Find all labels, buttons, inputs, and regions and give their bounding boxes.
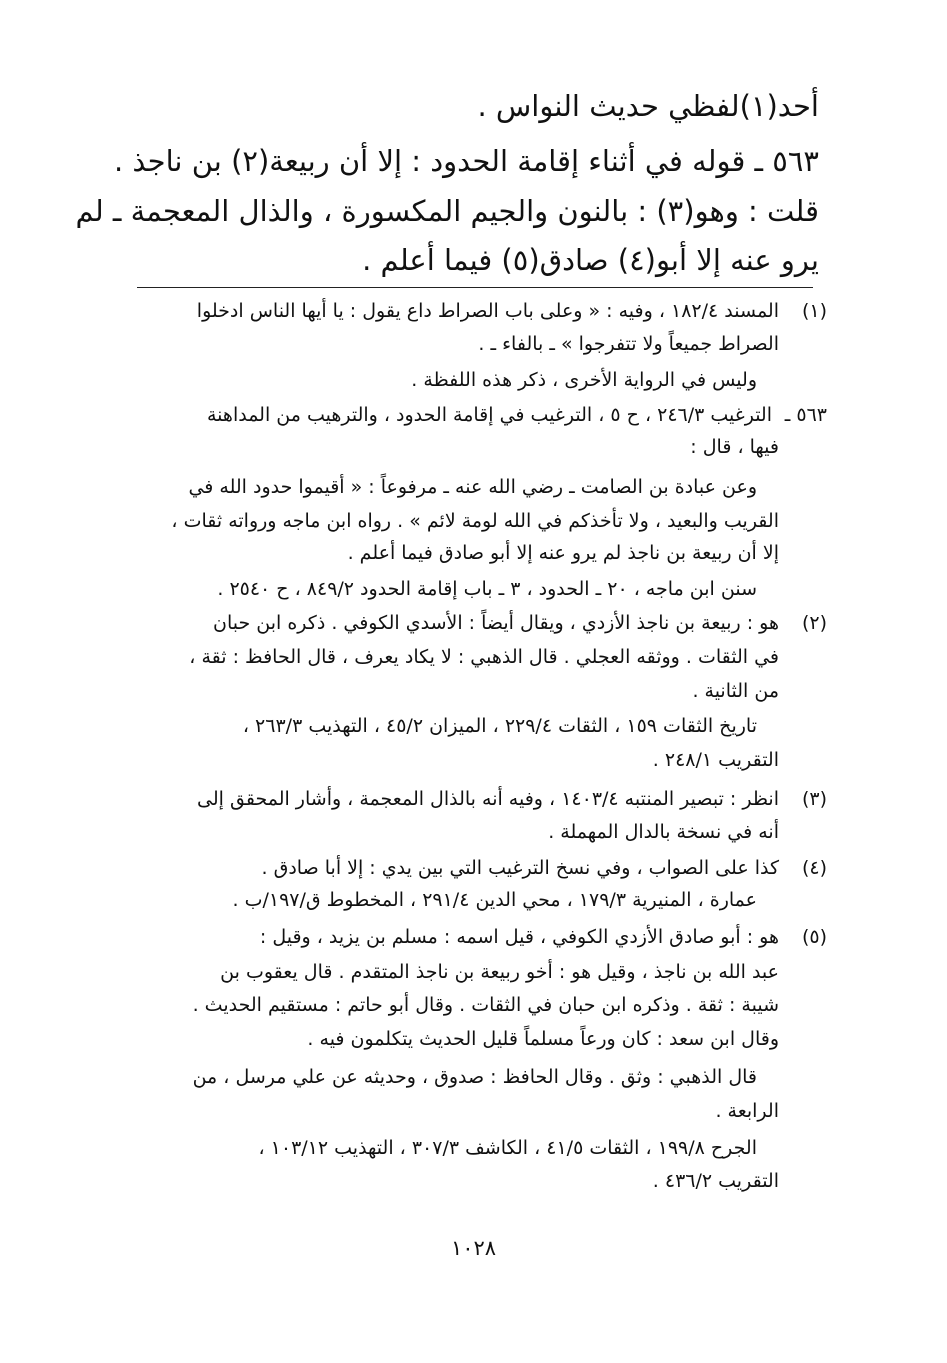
footnote-line: وليس في الرواية الأخرى ، ذكر هذه اللفظة . bbox=[411, 369, 757, 391]
footnote-line: الصراط جميعاً ولا تتفرجوا » ـ بالفاء ـ . bbox=[478, 333, 779, 355]
footnote-line: التقريب ٢٤٨/١ . bbox=[652, 749, 779, 771]
footnote-marker: (٤) bbox=[801, 857, 827, 879]
footnote-marker: (٢) bbox=[801, 612, 827, 634]
footnote-separator bbox=[137, 287, 813, 288]
footnote-line: وعن عبادة بن الصامت ـ رضي الله عنه ـ مرفوعاً : « أقيموا حدود الله في bbox=[188, 476, 757, 498]
footnote-line: عبد الله بن ناجذ ، وقيل هو : أخو ربيعة بن ناجذ المتقدم . قال يعقوب بن bbox=[220, 961, 779, 983]
footnote-line: من الثانية . bbox=[692, 680, 779, 702]
main-line: ٥٦٣ ـ قوله في أثناء إقامة الحدود : إلا أن ربيعة(٢) بن ناجذ . bbox=[114, 144, 819, 178]
footnote-line: عمارة ، المنيرية ١٧٩/٣ ، محي الدين ٢٩١/٤ ، المخطوط ق/١٩٧/ب . bbox=[232, 889, 757, 911]
footnote-marker: (٣) bbox=[801, 788, 827, 810]
footnote-line: التقريب ٤٣٦/٢ . bbox=[652, 1170, 779, 1192]
footnote-marker: (٥) bbox=[801, 926, 827, 948]
footnote-line: تاريخ الثقات ١٥٩ ، الثقات ٢٢٩/٤ ، الميزان ٤٥/٢ ، التهذيب ٢٦٣/٣ ، bbox=[242, 715, 757, 737]
footnote-line: هو : ربيعة بن ناجذ الأزدي ، ويقال أيضاً : الأسدي الكوفي . ذكره ابن حبان bbox=[213, 612, 779, 634]
footnote-line: هو : أبو صادق الأزدي الكوفي ، قيل اسمه : مسلم بن يزيد ، وقيل : bbox=[259, 926, 779, 948]
main-line: يرو عنه إلا أبو(٤) صادق(٥) فيما أعلم . bbox=[362, 243, 819, 277]
main-line: أحد(١)لفظي حديث النواس . bbox=[477, 89, 819, 123]
footnote-line: الترغيب ٢٤٦/٣ ، ح ٥ ، الترغيب في إقامة الحدود ، والترهيب من المداهنة bbox=[207, 404, 772, 426]
footnote-line: انظر : تبصير المنتبه ١٤٠٣/٤ ، وفيه أنه بالذال المعجمة ، وأشار المحقق إلى bbox=[197, 788, 779, 810]
footnote-line: الجرح ١٩٩/٨ ، الثقات ٤١/٥ ، الكاشف ٣٠٧/٣ ، التهذيب ١٠٣/١٢ ، bbox=[258, 1137, 757, 1159]
footnote-line: كذا على الصواب ، وفي نسخ الترغيب التي بين يدي : إلا أبا صادق . bbox=[261, 857, 779, 879]
main-line: قلت : وهو(٣) : بالنون والجيم المكسورة ، والذال المعجمة ـ لم bbox=[75, 194, 819, 228]
footnote-line: قال الذهبي : وثق . وقال الحافظ : صدوق ، وحديثه عن علي مرسل ، من bbox=[192, 1066, 757, 1088]
footnote-line: القريب والبعيد ، ولا تأخذكم في الله لومة لائم » . رواه ابن ماجه ورواته ثقات ، bbox=[171, 510, 779, 532]
footnote-line: شيبة : ثقة . وذكره ابن حبان في الثقات . وقال أبو حاتم : مستقيم الحديث . bbox=[192, 994, 779, 1016]
footnote-line: وقال ابن سعد : كان ورعاً مسلماً قليل الحديث يتكلمون فيه . bbox=[307, 1028, 779, 1050]
footnote-marker: ٥٦٣ ـ bbox=[784, 404, 827, 426]
footnote-line: إلا أن ربيعة بن ناجذ لم يرو عنه إلا أبو صادق فيما أعلم . bbox=[347, 542, 779, 564]
footnote-line: أنه في نسخة بالدال المهملة . bbox=[548, 821, 779, 843]
footnote-line: المسند ١٨٢/٤ ، وفيه : « وعلى باب الصراط داع يقول : يا أيها الناس ادخلوا bbox=[196, 300, 779, 322]
footnote-line: سنن ابن ماجه ، ٢٠ ـ الحدود ، ٣ ـ باب إقامة الحدود ٨٤٩/٢ ، ح ٢٥٤٠ . bbox=[217, 578, 757, 600]
footnote-marker: (١) bbox=[801, 300, 827, 322]
footnote-line: فيها ، قال : bbox=[690, 436, 779, 458]
footnote-line: في الثقات . ووثقه العجلي . قال الذهبي : لا يكاد يعرف ، قال الحافظ : ثقة ، bbox=[189, 646, 779, 668]
footnote-line: الرابعة . bbox=[715, 1100, 779, 1122]
page-number: ١٠٢٨ bbox=[450, 1236, 497, 1260]
